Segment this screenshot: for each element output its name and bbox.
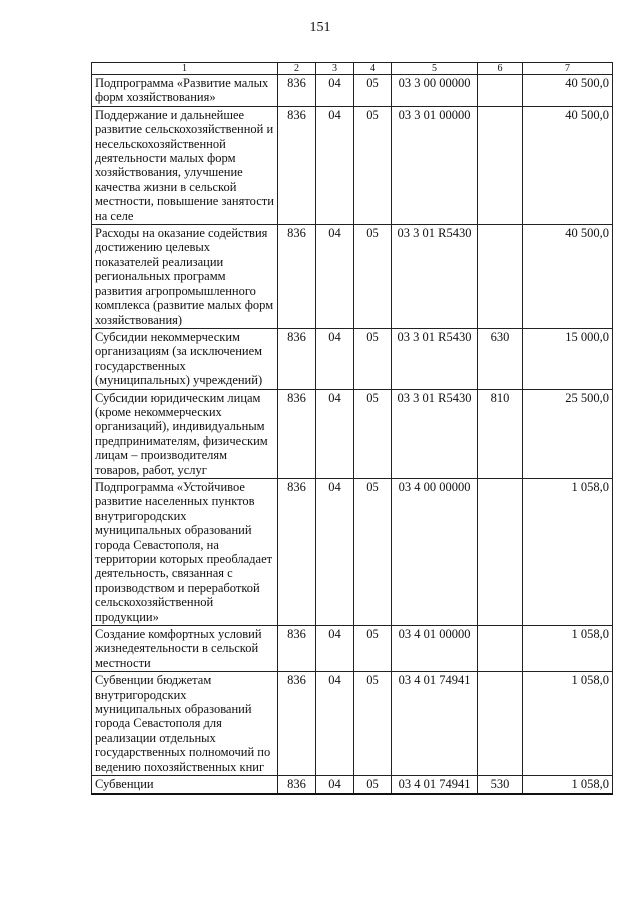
- row-pr: 05: [354, 626, 392, 672]
- row-vr: 810: [478, 389, 523, 478]
- row-pr: 05: [354, 106, 392, 224]
- table-row: [92, 776, 613, 794]
- row-pr: 05: [354, 478, 392, 625]
- row-pr: 05: [354, 225, 392, 329]
- row-vr: [478, 106, 523, 224]
- row-vr: 630: [478, 328, 523, 389]
- row-grbs: 836: [278, 478, 316, 625]
- row-name: Субсидии юридическим лицам (кроме некоммерческих организаций), индивидуальным предпринимателям, физическим лицам – производителям товаров, работ, услуг: [92, 389, 278, 478]
- page-number: 151: [309, 20, 331, 35]
- row-vr: [478, 672, 523, 776]
- row-csr: 03 3 01 R5430: [392, 389, 478, 478]
- row-csr: 03 3 00 00000: [392, 75, 478, 107]
- row-rz: 04: [316, 106, 354, 224]
- row-rz: 04: [316, 626, 354, 672]
- row-grbs: 836: [278, 106, 316, 224]
- column-header: 5: [392, 63, 478, 75]
- row-name: Субвенции: [92, 776, 278, 794]
- row-grbs: 836: [278, 672, 316, 776]
- table-row: [92, 75, 613, 107]
- row-grbs: 836: [278, 626, 316, 672]
- row-grbs: 836: [278, 776, 316, 794]
- row-rz: 04: [316, 776, 354, 794]
- column-header: 1: [92, 63, 278, 75]
- row-name: Поддержание и дальнейшее развитие сельскохозяйственной и несельскохозяйственной деятельности малых форм хозяйствования, улучшение качества жизни в сельской местности, повышение занятости на селе: [92, 106, 278, 224]
- column-header: 2: [278, 63, 316, 75]
- row-name: Субвенции бюджетам внутригородских муниципальных образований города Севастополя для реализации отдельных государственных полномочий по ведению похозяйственных книг: [92, 672, 278, 776]
- row-csr: 03 4 01 00000: [392, 626, 478, 672]
- row-vr: [478, 626, 523, 672]
- table-row: [92, 389, 613, 478]
- row-rz: 04: [316, 672, 354, 776]
- column-header: 6: [478, 63, 523, 75]
- row-name: Подпрограмма «Устойчивое развитие населенных пунктов внутригородских муниципальных образований города Севастополя, на территории которых преобладает деятельность, связанная с производством и переработкой сельскохозяйственной продукции»: [92, 478, 278, 625]
- budget-table: [91, 62, 613, 795]
- table-row: [92, 626, 613, 672]
- row-sum: 1 058,0: [523, 776, 613, 794]
- row-sum: 40 500,0: [523, 106, 613, 224]
- row-pr: 05: [354, 672, 392, 776]
- row-sum: 15 000,0: [523, 328, 613, 389]
- row-name: Создание комфортных условий жизнедеятельности в сельской местности: [92, 626, 278, 672]
- table-row: [92, 672, 613, 776]
- row-rz: 04: [316, 478, 354, 625]
- table-row: [92, 106, 613, 224]
- row-pr: 05: [354, 389, 392, 478]
- row-sum: 40 500,0: [523, 225, 613, 329]
- table-header-row: [92, 63, 613, 75]
- row-sum: 25 500,0: [523, 389, 613, 478]
- column-header: 4: [354, 63, 392, 75]
- row-csr: 03 4 01 74941: [392, 776, 478, 794]
- row-rz: 04: [316, 75, 354, 107]
- row-vr: [478, 478, 523, 625]
- row-grbs: 836: [278, 389, 316, 478]
- row-csr: 03 3 01 R5430: [392, 328, 478, 389]
- row-name: Субсидии некоммерческим организациям (за исключением государственных (муниципальных) учреждений): [92, 328, 278, 389]
- table-row: [92, 225, 613, 329]
- row-name: Расходы на оказание содействия достижению целевых показателей реализации региональных программ развития агропромышленного комплекса (развитие малых форм хозяйствования): [92, 225, 278, 329]
- row-vr: 530: [478, 776, 523, 794]
- row-grbs: 836: [278, 75, 316, 107]
- row-csr: 03 3 01 R5430: [392, 225, 478, 329]
- row-name: Подпрограмма «Развитие малых форм хозяйствования»: [92, 75, 278, 107]
- row-rz: 04: [316, 225, 354, 329]
- row-rz: 04: [316, 389, 354, 478]
- row-vr: [478, 75, 523, 107]
- row-grbs: 836: [278, 328, 316, 389]
- row-sum: 1 058,0: [523, 626, 613, 672]
- column-header: 7: [523, 63, 613, 75]
- row-vr: [478, 225, 523, 329]
- row-pr: 05: [354, 776, 392, 794]
- row-sum: 1 058,0: [523, 672, 613, 776]
- row-csr: 03 4 01 74941: [392, 672, 478, 776]
- row-sum: 1 058,0: [523, 478, 613, 625]
- row-csr: 03 3 01 00000: [392, 106, 478, 224]
- row-pr: 05: [354, 328, 392, 389]
- row-csr: 03 4 00 00000: [392, 478, 478, 625]
- row-sum: 40 500,0: [523, 75, 613, 107]
- row-pr: 05: [354, 75, 392, 107]
- row-rz: 04: [316, 328, 354, 389]
- column-header: 3: [316, 63, 354, 75]
- table-row: [92, 478, 613, 625]
- table-row: [92, 328, 613, 389]
- row-grbs: 836: [278, 225, 316, 329]
